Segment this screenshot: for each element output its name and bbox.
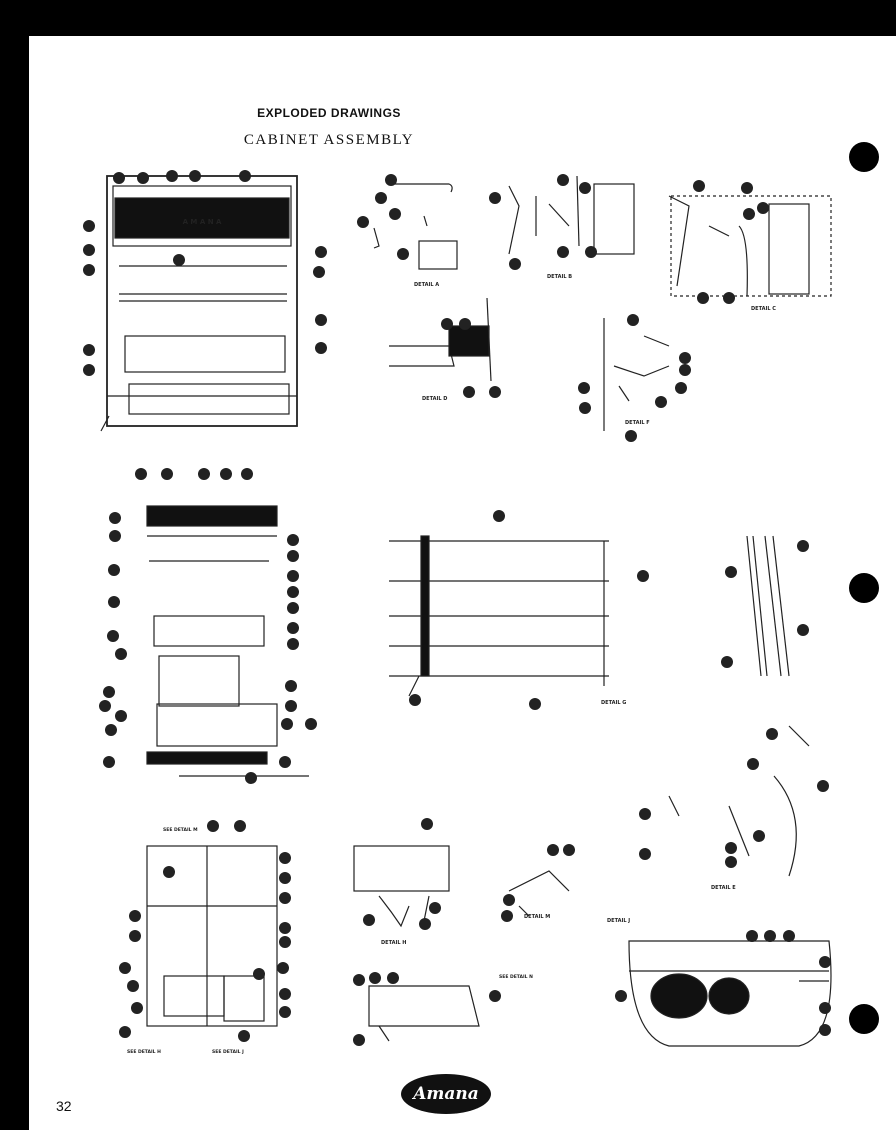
detail-g-label: DETAIL G: [601, 700, 627, 706]
binder-hole-middle: [849, 573, 879, 603]
detail-e-label: DETAIL E: [711, 885, 736, 891]
detail-m-drawing: [509, 871, 569, 916]
detail-m-label: DETAIL M: [524, 914, 551, 920]
cabinet-upper-section: [101, 176, 297, 431]
detail-b-label: DETAIL B: [547, 274, 573, 280]
shelf-assembly-center: [389, 536, 609, 696]
page-number: 32: [56, 1098, 72, 1114]
detail-a-label: DETAIL A: [414, 282, 440, 288]
catalog-page: [29, 36, 896, 1130]
see-detail-n-label: SEE DETAIL N: [499, 975, 533, 980]
brand-text: Amana: [413, 1084, 479, 1104]
detail-n-drawing: [369, 986, 479, 1041]
detail-b-drawing: [509, 176, 634, 254]
detail-h-label: DETAIL H: [381, 940, 407, 946]
detail-d-label: DETAIL D: [422, 396, 448, 402]
exploded-drawing: [29, 36, 896, 1130]
detail-h-drawing: [354, 846, 449, 926]
see-detail-m-label: SEE DETAIL M: [163, 828, 198, 833]
detail-j-label: DETAIL J: [607, 918, 631, 924]
page-heading: EXPLODED DRAWINGS: [257, 106, 401, 120]
page-subheading: CABINET ASSEMBLY: [243, 132, 415, 148]
detail-c-label: DETAIL C: [751, 306, 776, 312]
detail-d-drawing: [389, 298, 491, 381]
see-detail-j-label: SEE DETAIL J: [212, 1050, 244, 1055]
detail-f-drawing: [604, 318, 669, 431]
cabinet-panel-lettering: A M A N A: [182, 218, 222, 226]
amana-logo-wordmark: [399, 1072, 493, 1116]
binder-hole-bottom: [849, 1004, 879, 1034]
detail-e-drawing: [669, 726, 809, 876]
detail-j-drawing: [629, 941, 831, 1046]
see-detail-h-label: SEE DETAIL H: [127, 1050, 161, 1055]
side-rails-right: [747, 536, 789, 676]
cabinet-lower-section: [147, 506, 309, 776]
binder-hole-top: [849, 142, 879, 172]
detail-f-label: DETAIL F: [625, 420, 650, 426]
